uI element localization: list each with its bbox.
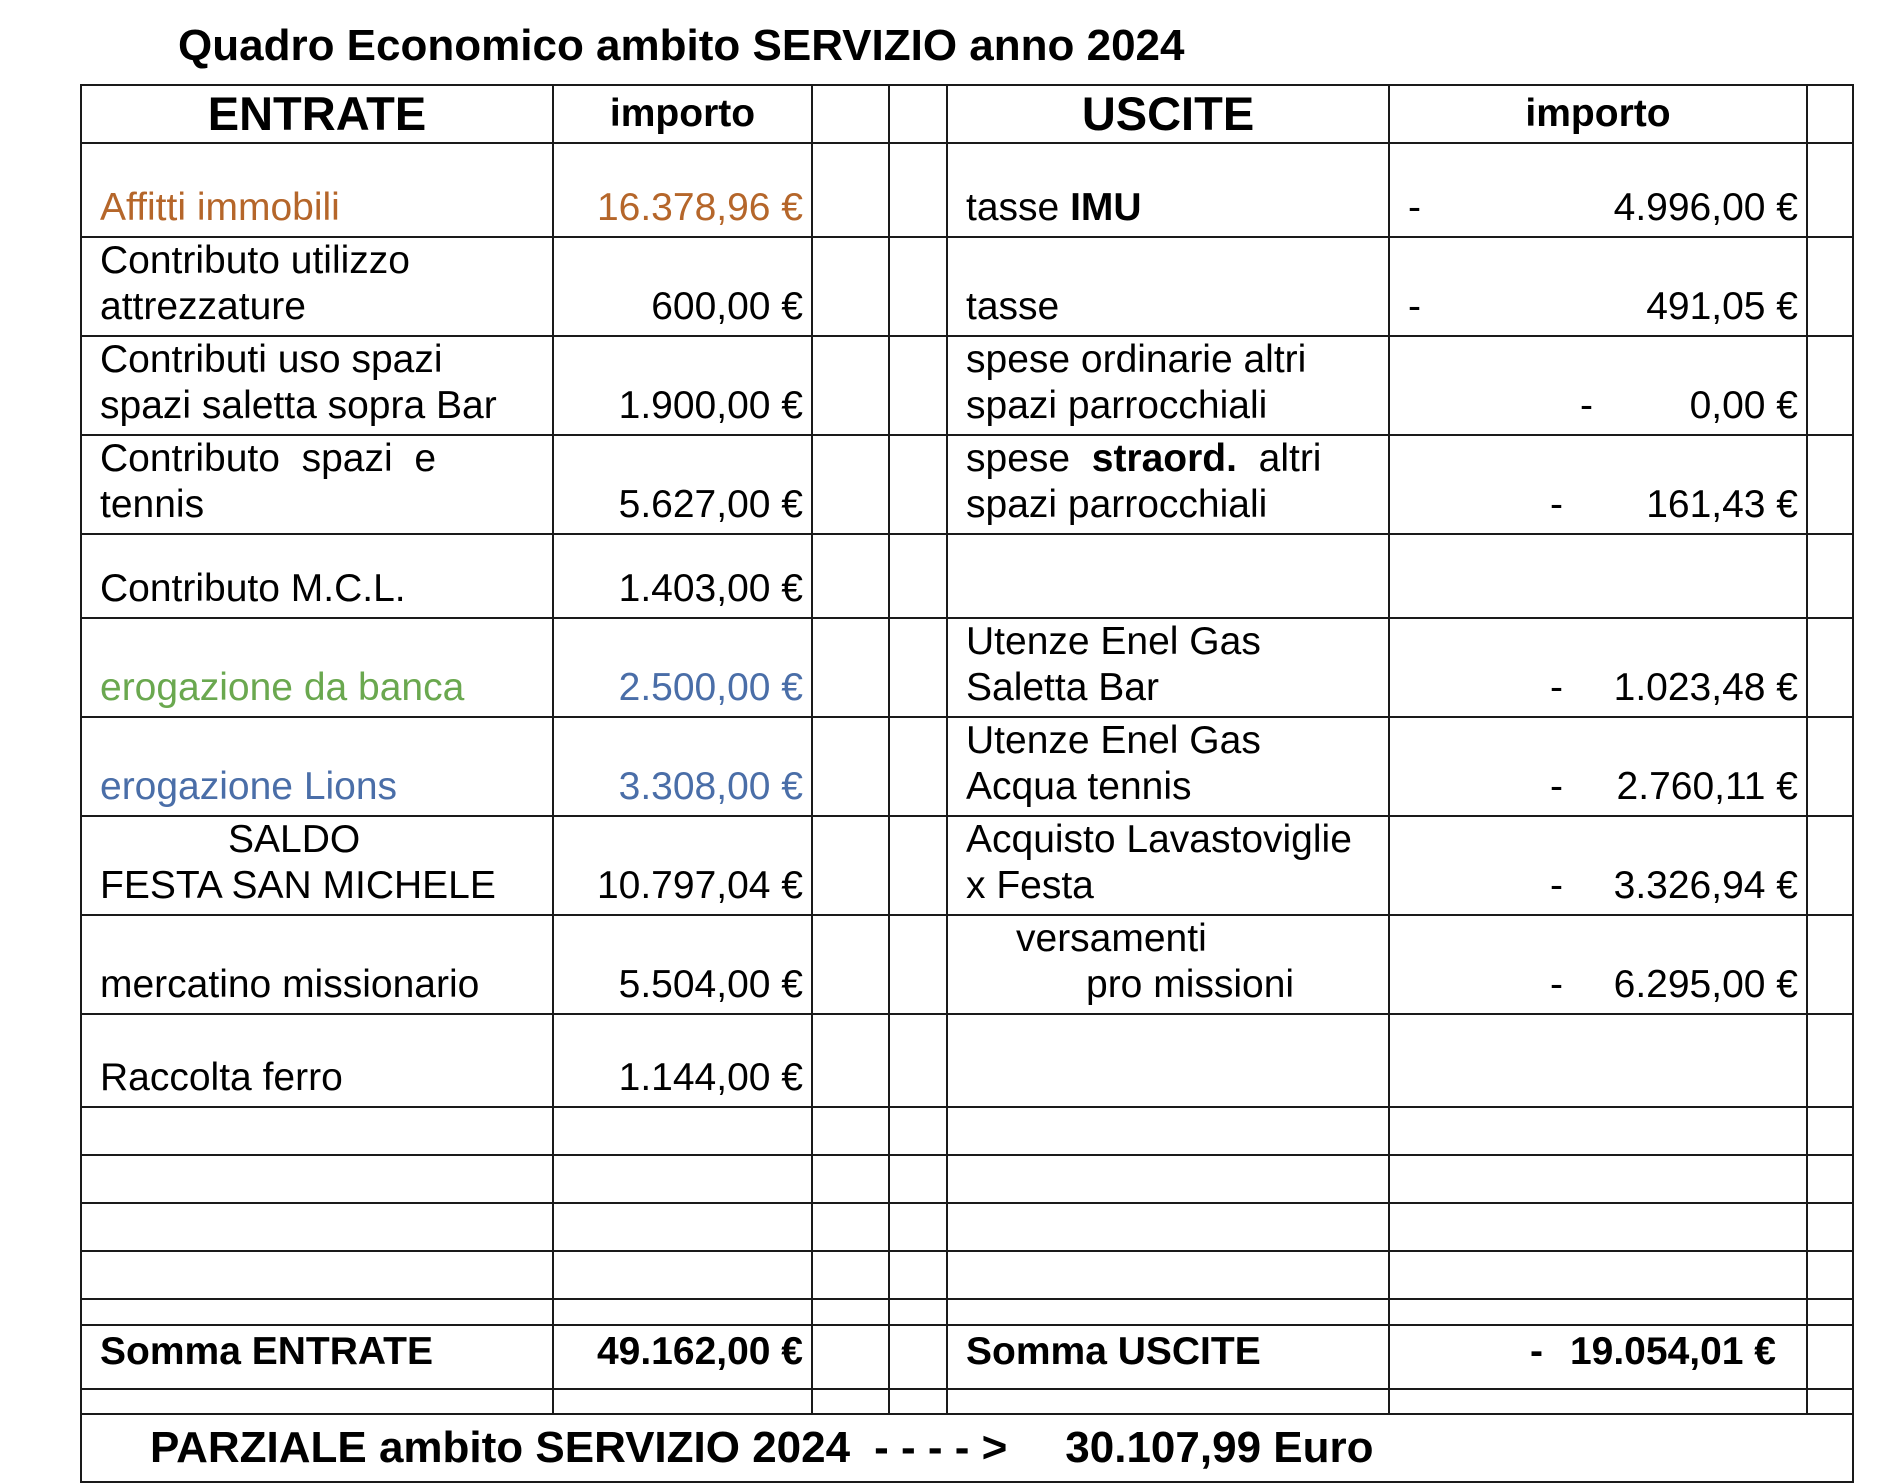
uscita-amount: - 3.326,94 €	[1389, 816, 1807, 915]
spacer-cell	[812, 143, 889, 237]
spacer-cell	[1807, 915, 1853, 1014]
uscita-label: versamenti pro missioni	[947, 915, 1389, 1014]
uscita-amount: - 491,05 €	[1389, 237, 1807, 336]
uscita-label: spese ordinarie altri spazi parrocchiali	[947, 336, 1389, 435]
totals-row	[81, 1325, 1853, 1389]
entrata-amount: 1.403,00 €	[553, 534, 812, 618]
entrate-header: ENTRATE	[81, 85, 553, 143]
entrata-label: Contributi uso spazi spazi saletta sopra Bar	[81, 336, 553, 435]
entrata-amount: 2.500,00 €	[553, 618, 812, 717]
spacer-cell	[1807, 816, 1853, 915]
footer-row	[81, 1414, 1853, 1482]
entrata-amount: 10.797,04 €	[553, 816, 812, 915]
spacer-cell	[1807, 1325, 1853, 1389]
table-row	[81, 237, 1853, 336]
spacer-cell	[889, 237, 947, 336]
spacer-cell	[1807, 237, 1853, 336]
uscita-amount	[1389, 534, 1807, 618]
spacer-cell	[1807, 534, 1853, 618]
table-row	[81, 534, 1853, 618]
spacer-cell	[812, 816, 889, 915]
parziale-value: 30.107,99 Euro	[1065, 1423, 1374, 1472]
spacer-cell	[889, 336, 947, 435]
spacer-cell	[1807, 435, 1853, 534]
spacer-cell	[889, 534, 947, 618]
entrata-amount: 16.378,96 €	[553, 143, 812, 237]
empty-row	[81, 1299, 1853, 1325]
entrata-label: mercatino missionario	[81, 915, 553, 1014]
spacer-cell	[1807, 1014, 1853, 1107]
spacer-cell	[812, 237, 889, 336]
uscite-importo-header: importo	[1389, 85, 1807, 143]
spacer-cell	[1807, 336, 1853, 435]
empty-row	[81, 1155, 1853, 1203]
uscita-label: Acquisto Lavastoviglie x Festa	[947, 816, 1389, 915]
somma-entrate-label: Somma ENTRATE	[81, 1325, 553, 1389]
spacer-cell	[812, 435, 889, 534]
spacer-cell	[889, 1325, 947, 1389]
entrata-amount: 5.627,00 €	[553, 435, 812, 534]
empty-row	[81, 1107, 1853, 1155]
table-row	[81, 717, 1853, 816]
spacer-cell	[889, 435, 947, 534]
uscita-label: Utenze Enel Gas Acqua tennis	[947, 717, 1389, 816]
entrata-label: Contributo M.C.L.	[81, 534, 553, 618]
somma-entrate-amount: 49.162,00 €	[553, 1325, 812, 1389]
entrata-amount: 600,00 €	[553, 237, 812, 336]
entrata-label: Contributo utilizzo attrezzature	[81, 237, 553, 336]
entrata-label: Contributo spazi e tennis	[81, 435, 553, 534]
spacer-cell	[812, 1014, 889, 1107]
spacer-cell	[812, 1325, 889, 1389]
spacer-cell	[889, 618, 947, 717]
uscita-label: tasse	[947, 237, 1389, 336]
spacer-cell	[889, 1014, 947, 1107]
entrata-label: erogazione da banca	[81, 618, 553, 717]
spacer-cell	[812, 336, 889, 435]
uscita-amount: - 4.996,00 €	[1389, 143, 1807, 237]
somma-uscite-amount: - 19.054,01 €	[1389, 1325, 1807, 1389]
spacer-cell	[889, 717, 947, 816]
header-row	[81, 85, 1853, 143]
uscita-amount	[1389, 1014, 1807, 1107]
uscita-amount: - 0,00 €	[1389, 336, 1807, 435]
page-title: Quadro Economico ambito SERVIZIO anno 2024	[178, 21, 1185, 70]
table-row	[81, 336, 1853, 435]
entrata-label: Raccolta ferro	[81, 1014, 553, 1107]
table-row	[81, 1014, 1853, 1107]
empty-row	[81, 1389, 1853, 1414]
entrata-label: SALDO FESTA SAN MICHELE	[81, 816, 553, 915]
spacer-cell	[1807, 717, 1853, 816]
parziale-label: PARZIALE ambito SERVIZIO 2024	[150, 1423, 851, 1472]
spacer-cell	[889, 816, 947, 915]
somma-uscite-label: Somma USCITE	[947, 1325, 1389, 1389]
entrata-amount: 5.504,00 €	[553, 915, 812, 1014]
entrata-amount: 3.308,00 €	[553, 717, 812, 816]
spacer-cell	[1807, 85, 1853, 143]
parziale-footer	[81, 1414, 1853, 1482]
empty-row	[81, 1251, 1853, 1299]
uscita-label: tasse IMU	[947, 143, 1389, 237]
empty-row	[81, 1203, 1853, 1251]
table-row	[81, 435, 1853, 534]
entrata-amount: 1.144,00 €	[553, 1014, 812, 1107]
entrata-label: Affitti immobili	[81, 143, 553, 237]
uscita-amount: - 2.760,11 €	[1389, 717, 1807, 816]
spacer-cell	[812, 534, 889, 618]
uscita-amount: - 161,43 €	[1389, 435, 1807, 534]
entrate-importo-header: importo	[553, 85, 812, 143]
uscita-label: spese straord. altri spazi parrocchiali	[947, 435, 1389, 534]
uscite-header: USCITE	[947, 85, 1389, 143]
table-row	[81, 143, 1853, 237]
spacer-cell	[889, 143, 947, 237]
spacer-cell	[889, 85, 947, 143]
table-row	[81, 915, 1853, 1014]
spacer-cell	[812, 85, 889, 143]
spacer-cell	[812, 717, 889, 816]
uscita-amount: - 1.023,48 €	[1389, 618, 1807, 717]
spacer-cell	[812, 618, 889, 717]
financial-table	[80, 84, 1854, 1483]
spacer-cell	[812, 915, 889, 1014]
uscita-label	[947, 534, 1389, 618]
parziale-arrow: - - - - >	[874, 1423, 1008, 1472]
spacer-cell	[1807, 618, 1853, 717]
entrata-amount: 1.900,00 €	[553, 336, 812, 435]
table-row	[81, 618, 1853, 717]
uscita-label: Utenze Enel Gas Saletta Bar	[947, 618, 1389, 717]
entrata-label: erogazione Lions	[81, 717, 553, 816]
spacer-cell	[1807, 143, 1853, 237]
uscita-amount: - 6.295,00 €	[1389, 915, 1807, 1014]
spacer-cell	[889, 915, 947, 1014]
table-row	[81, 816, 1853, 915]
uscita-label	[947, 1014, 1389, 1107]
